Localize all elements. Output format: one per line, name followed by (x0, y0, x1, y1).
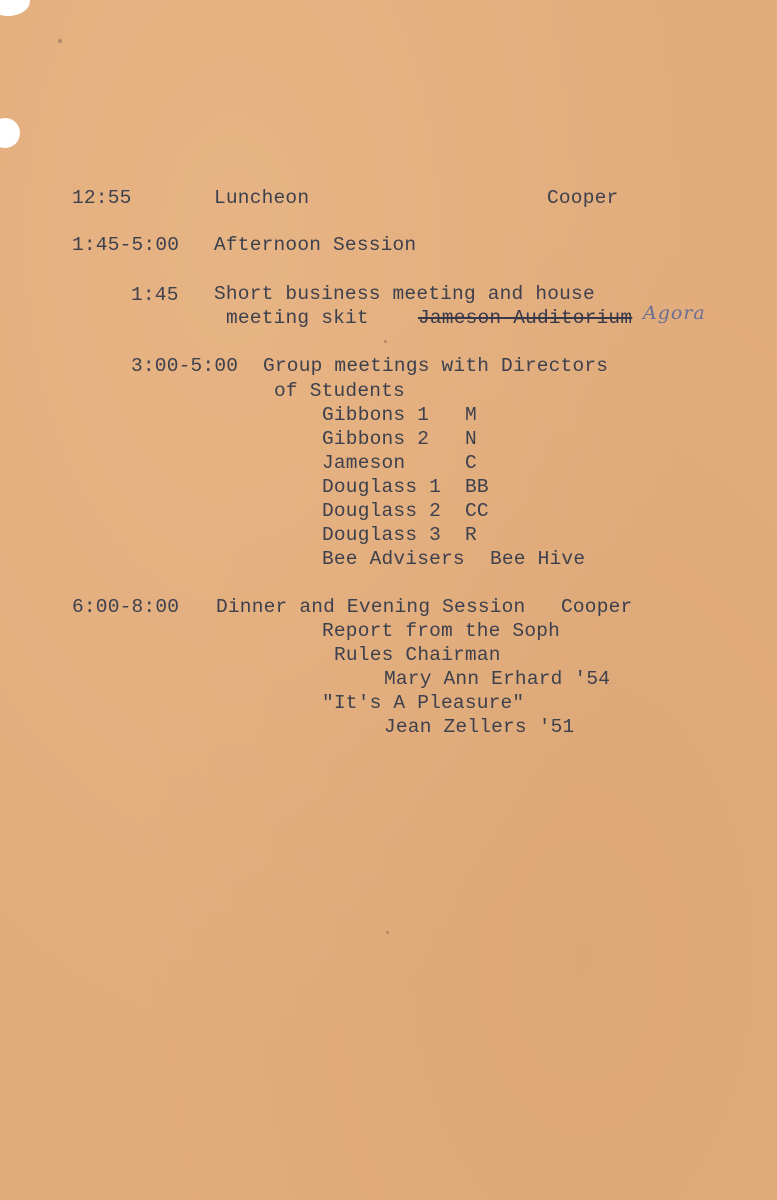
luncheon-title: Luncheon (214, 187, 310, 209)
business-line-2: meeting skit (226, 307, 369, 329)
report-line-1: Report from the Soph (322, 620, 561, 642)
report-line-2: Rules Chairman (334, 644, 501, 666)
group-place: Douglass 2 (322, 500, 442, 522)
report-person: Mary Ann Erhard '54 (384, 668, 611, 690)
dinner-location: Cooper (561, 596, 633, 618)
business-time: 1:45 (131, 284, 179, 306)
dinner-time: 6:00-8:00 (72, 596, 180, 618)
group-director: Bee Hive (490, 548, 586, 570)
groups-line-1: Group meetings with Directors (263, 355, 609, 377)
talk-person: Jean Zellers '51 (384, 716, 575, 738)
afternoon-time: 1:45-5:00 (72, 234, 180, 256)
torn-corner (0, 0, 30, 16)
group-place: Bee Advisers (322, 548, 465, 570)
group-director: BB (465, 476, 489, 498)
paper-speck (58, 39, 62, 43)
group-director: N (465, 428, 477, 450)
groups-line-2: of Students (274, 380, 405, 402)
group-director: R (465, 524, 477, 546)
punch-hole (0, 118, 20, 148)
luncheon-location: Cooper (547, 187, 619, 209)
talk-title: "It's A Pleasure" (322, 692, 525, 714)
dinner-title: Dinner and Evening Session (216, 596, 526, 618)
struck-location: Jameson Auditorium (418, 307, 633, 329)
afternoon-title: Afternoon Session (214, 234, 417, 256)
group-place: Douglass 1 (322, 476, 442, 498)
group-place: Gibbons 1 (322, 404, 430, 426)
group-director: C (465, 452, 477, 474)
group-director: M (465, 404, 477, 426)
business-line-1: Short business meeting and house (214, 283, 595, 305)
paper-speck (386, 931, 389, 934)
group-place: Jameson (322, 452, 406, 474)
group-place: Gibbons 2 (322, 428, 430, 450)
groups-time: 3:00-5:00 (131, 355, 239, 377)
handwritten-location: Agora (643, 302, 706, 324)
luncheon-time: 12:55 (72, 187, 132, 209)
paper-speck (384, 340, 387, 343)
group-director: CC (465, 500, 489, 522)
group-place: Douglass 3 (322, 524, 442, 546)
